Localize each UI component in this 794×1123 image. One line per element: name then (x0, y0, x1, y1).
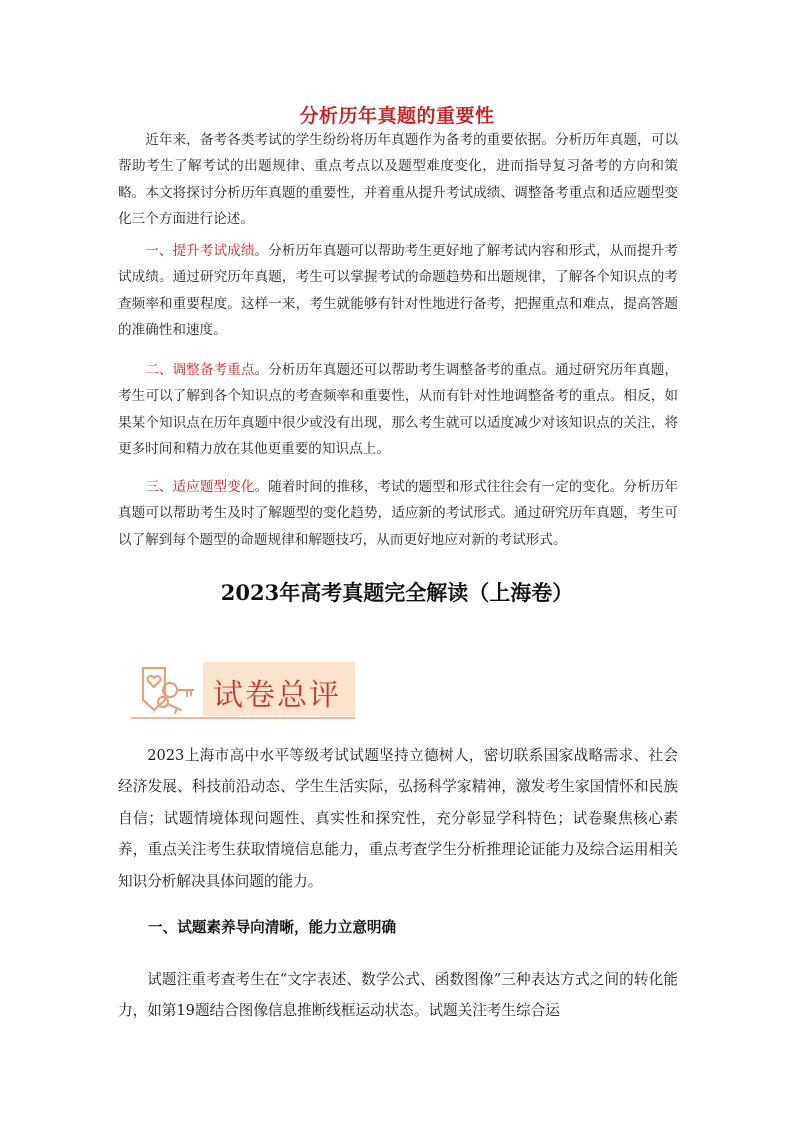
paragraph-text: 。分析历年真题可以帮助考生更好地了解考试内容和形式，从而提升考试成绩。通过研究历年真题，考生可以掌握考试的命题趋势和出题规律，了解各个知识点的考查频率和重要程度。这样一来，考生就能够有针对性地进行备考，把握重点和难点，提高答题的准确性和速度。 (118, 243, 679, 339)
banner-label: 试卷总评 (213, 678, 341, 713)
section-banner (131, 658, 355, 720)
banner-underline (131, 717, 355, 719)
intro-paragraph (118, 474, 678, 553)
main-title: 2023年高考真题完全解读（上海卷） (220, 580, 574, 605)
summary-paragraph (118, 740, 678, 897)
summary-text: 2023上海市高中水平等级考试试题坚持立德树人，密切联系国家战略需求、社会经济发展、科技前沿动态、学生生活实际，弘扬科学家精神，激发考生家国情怀和民族自信；试题情境体现问题性、真实性和探究性，充分彰显学科特色；试卷聚焦核心素养，重点关注考生获取情境信息能力，重点考查学生分析推理论证能力及综合运用相关知识分析解决具体问题的能力。 (118, 747, 678, 890)
paragraph-lead: 二、调整备考重点 (145, 362, 255, 378)
intro-paragraph (118, 127, 678, 233)
paragraph-text: 。随着时间的推移，考试的题型和形式往往会有一定的变化。分析历年真题可以帮助考生及时了解题型的变化趋势，适应新的考试形式。通过研究历年真题，考生可以了解到每个题型的命题规律和解题技巧，从而更好地应对新的考试形式。 (118, 479, 679, 548)
keys-icon (135, 660, 197, 716)
paragraph-text: 近年来，备考各类考试的学生纷纷将历年真题作为备考的重要依据。分析历年真题，可以帮助考生了解考试的出题规律、重点考点以及题型难度变化，进而指导复习备考的方向和策略。本文将探讨分析历年真题的重要性，并着重从提升考试成绩、调整备考重点和适应题型变化三个方面进行论述。 (118, 132, 678, 228)
section-text: 试题注重考查考生在“文字表述、数学公式、函数图像”三种表达方式之间的转化能力，如第19题结合图像信息推断线框运动状态。试题关注考生综合运 (118, 971, 678, 1020)
section-heading: 一、试题素养导向清晰，能力立意明确 (148, 919, 397, 936)
intro-paragraph (118, 357, 678, 463)
paragraph-lead: 三、适应题型变化 (145, 479, 255, 495)
section-paragraph (118, 964, 678, 1027)
intro-title: 分析历年真题的重要性 (299, 105, 495, 127)
intro-paragraph (118, 238, 678, 344)
paragraph-text: 。分析历年真题还可以帮助考生调整备考的重点。通过研究历年真题，考生可以了解到各个知识点的考查频率和重要性，从而有针对性地调整备考的重点。相反，如果某个知识点在历年真题中很少或没有出现，那么考生就可以适度减少对该知识点的关注，将更多时间和精力放在其他更重要的知识点上。 (118, 362, 679, 458)
paragraph-lead: 一、提升考试成绩 (145, 243, 255, 259)
